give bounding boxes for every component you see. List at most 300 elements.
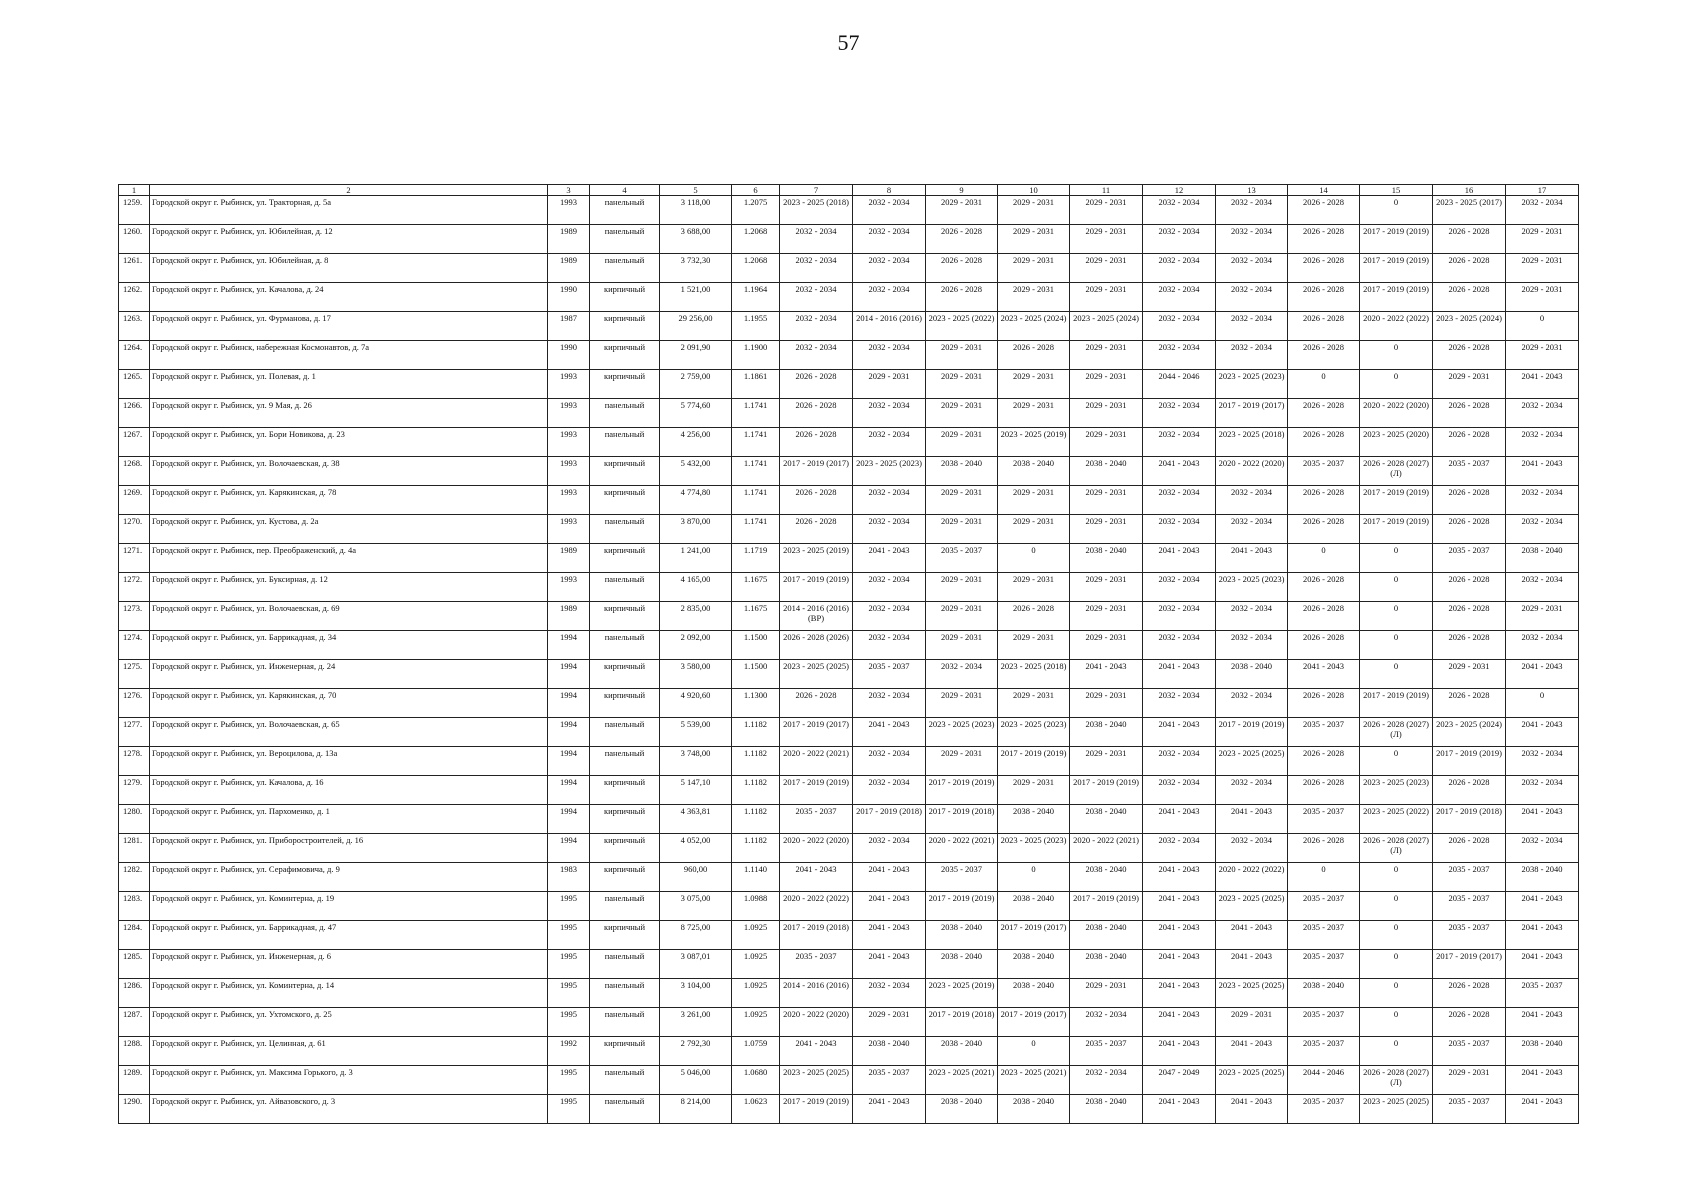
table-cell: 2017 - 2019 (2017) <box>1216 399 1288 428</box>
table-cell: 2026 - 2028 <box>1433 399 1506 428</box>
table-cell: 2032 - 2034 <box>853 573 926 602</box>
table-cell: 2029 - 2031 <box>1506 254 1579 283</box>
table-cell: 2029 - 2031 <box>926 515 998 544</box>
row-number: 1286. <box>119 979 150 1008</box>
repair-schedule-table <box>118 184 1579 1124</box>
table-cell: 2038 - 2040 <box>1288 979 1360 1008</box>
table-cell: 2041 - 2043 <box>1506 921 1579 950</box>
table-cell: 2029 - 2031 <box>926 747 998 776</box>
table-cell: 2029 - 2031 <box>1070 631 1143 660</box>
table-row <box>119 747 1579 776</box>
table-cell: 2032 - 2034 <box>780 312 853 341</box>
table-cell: 1994 <box>548 747 590 776</box>
table-cell: 2038 - 2040 <box>1070 544 1143 573</box>
table-cell: 2041 - 2043 <box>1143 1037 1216 1066</box>
table-cell: 2026 - 2028 <box>1433 428 1506 457</box>
address-cell: Городской округ г. Рыбинск, ул. Баррикадная, д. 34 <box>150 631 548 660</box>
table-cell: 2032 - 2034 <box>1143 399 1216 428</box>
table-cell: 2029 - 2031 <box>998 399 1070 428</box>
table-cell: 1.1182 <box>732 834 780 863</box>
table-cell: 3 075,00 <box>660 892 732 921</box>
table-cell: 1995 <box>548 1008 590 1037</box>
table-cell: 1.1741 <box>732 428 780 457</box>
address-cell: Городской округ г. Рыбинск, набережная Космонавтов, д. 7а <box>150 341 548 370</box>
table-cell: кирпичный <box>590 544 660 573</box>
table-cell: 2029 - 2031 <box>998 486 1070 515</box>
table-cell: 2041 - 2043 <box>1216 805 1288 834</box>
table-cell: 2014 - 2016 (2016) (ВР) <box>780 602 853 631</box>
address-cell: Городской округ г. Рыбинск, ул. Качалова, д. 16 <box>150 776 548 805</box>
table-cell: 1.1182 <box>732 747 780 776</box>
table-cell: 1993 <box>548 399 590 428</box>
table-cell: 2023 - 2025 (2023) <box>1216 573 1288 602</box>
table-cell: 1.1955 <box>732 312 780 341</box>
table-cell: 2041 - 2043 <box>1506 950 1579 979</box>
table-cell: 2026 - 2028 <box>1288 196 1360 225</box>
table-cell: 2026 - 2028 <box>1433 776 1506 805</box>
table-cell: 2032 - 2034 <box>1143 486 1216 515</box>
table-row <box>119 1037 1579 1066</box>
address-cell: Городской округ г. Рыбинск, ул. Максима Горького, д. 3 <box>150 1066 548 1095</box>
table-cell: 2041 - 2043 <box>1143 660 1216 689</box>
column-number: 10 <box>998 185 1070 196</box>
table-cell: 1.1675 <box>732 573 780 602</box>
table-cell: 2023 - 2025 (2024) <box>1070 312 1143 341</box>
table-cell: 2017 - 2019 (2019) <box>1360 486 1433 515</box>
table-cell: 2029 - 2031 <box>1070 602 1143 631</box>
table-cell: 2026 - 2028 (2027) (Л) <box>1360 1066 1433 1095</box>
table-cell: 1995 <box>548 950 590 979</box>
table-row <box>119 573 1579 602</box>
table-cell: 2026 - 2028 <box>998 602 1070 631</box>
table-cell: 2041 - 2043 <box>1216 544 1288 573</box>
table-cell: 2029 - 2031 <box>926 399 998 428</box>
table-cell: 2029 - 2031 <box>926 689 998 718</box>
table-cell: 2029 - 2031 <box>1070 573 1143 602</box>
table-cell: 2038 - 2040 <box>853 1037 926 1066</box>
table-cell: кирпичный <box>590 805 660 834</box>
table-cell: 2032 - 2034 <box>853 428 926 457</box>
table-cell: 0 <box>1360 573 1433 602</box>
table-cell: 1989 <box>548 544 590 573</box>
table-cell: 1994 <box>548 718 590 747</box>
table-cell: 2047 - 2049 <box>1143 1066 1216 1095</box>
table-cell: 2020 - 2022 (2022) <box>1360 312 1433 341</box>
table-cell: 1994 <box>548 660 590 689</box>
table-cell: 2032 - 2034 <box>1506 834 1579 863</box>
table-cell: 1 241,00 <box>660 544 732 573</box>
table-cell: панельный <box>590 892 660 921</box>
table-cell: 2041 - 2043 <box>1506 457 1579 486</box>
table-cell: 2038 - 2040 <box>1506 544 1579 573</box>
table-row <box>119 544 1579 573</box>
table-cell: 1994 <box>548 689 590 718</box>
table-cell: 1993 <box>548 573 590 602</box>
table-cell: 2017 - 2019 (2019) <box>780 573 853 602</box>
table-row <box>119 486 1579 515</box>
table-row <box>119 196 1579 225</box>
table-cell: 2026 - 2028 <box>1433 573 1506 602</box>
table-cell: 2023 - 2025 (2025) <box>1216 892 1288 921</box>
table-cell: 2029 - 2031 <box>1506 225 1579 254</box>
table-cell: 2020 - 2022 (2021) <box>1070 834 1143 863</box>
table-cell: 2026 - 2028 <box>1433 341 1506 370</box>
table-cell: 1994 <box>548 834 590 863</box>
row-number: 1260. <box>119 225 150 254</box>
table-cell: 3 087,01 <box>660 950 732 979</box>
address-cell: Городской округ г. Рыбинск, ул. Юбилейная, д. 8 <box>150 254 548 283</box>
table-cell: 2035 - 2037 <box>1288 718 1360 747</box>
table-cell: 2032 - 2034 <box>1143 602 1216 631</box>
table-row <box>119 428 1579 457</box>
address-cell: Городской округ г. Рыбинск, ул. Качалова, д. 24 <box>150 283 548 312</box>
table-cell: кирпичный <box>590 689 660 718</box>
table-cell: 2032 - 2034 <box>853 254 926 283</box>
table-cell: 5 539,00 <box>660 718 732 747</box>
table-cell: 2035 - 2037 <box>1288 892 1360 921</box>
table-cell: 0 <box>1360 196 1433 225</box>
table-cell: 2029 - 2031 <box>926 370 998 399</box>
table-cell: 0 <box>1288 863 1360 892</box>
table-cell: 2038 - 2040 <box>1070 718 1143 747</box>
table-cell: 2032 - 2034 <box>1070 1066 1143 1095</box>
row-number: 1267. <box>119 428 150 457</box>
table-cell: 2029 - 2031 <box>926 573 998 602</box>
table-cell: 2029 - 2031 <box>1506 602 1579 631</box>
table-cell: 2029 - 2031 <box>1070 341 1143 370</box>
table-cell: 2044 - 2046 <box>1288 1066 1360 1095</box>
table-cell: 2026 - 2028 <box>1433 283 1506 312</box>
table-cell: 2038 - 2040 <box>1506 1037 1579 1066</box>
table-cell: 2032 - 2034 <box>853 399 926 428</box>
table-cell: 2026 - 2028 <box>1433 254 1506 283</box>
table-cell: 2014 - 2016 (2016) <box>853 312 926 341</box>
table-cell: кирпичный <box>590 776 660 805</box>
table-cell: 2026 - 2028 (2027) (Л) <box>1360 834 1433 863</box>
table-cell: 2032 - 2034 <box>1506 428 1579 457</box>
table-cell: 0 <box>1506 312 1579 341</box>
table-cell: 2029 - 2031 <box>1506 283 1579 312</box>
address-cell: Городской округ г. Рыбинск, ул. Карякинская, д. 78 <box>150 486 548 515</box>
table-row <box>119 457 1579 486</box>
table-cell: 1.1861 <box>732 370 780 399</box>
table-cell: кирпичный <box>590 283 660 312</box>
table-cell: 2035 - 2037 <box>1288 950 1360 979</box>
table-cell: 2038 - 2040 <box>1070 1095 1143 1124</box>
address-cell: Городской округ г. Рыбинск, ул. Инженерная, д. 6 <box>150 950 548 979</box>
table-cell: 1.1500 <box>732 631 780 660</box>
table-cell: 2026 - 2028 <box>926 225 998 254</box>
table-cell: 2026 - 2028 <box>1288 573 1360 602</box>
table-cell: панельный <box>590 1095 660 1124</box>
table-cell: 5 774,60 <box>660 399 732 428</box>
table-cell: 2032 - 2034 <box>853 776 926 805</box>
table-cell: 3 870,00 <box>660 515 732 544</box>
table-cell: 0 <box>1360 1037 1433 1066</box>
table-cell: 2038 - 2040 <box>1070 457 1143 486</box>
table-cell: 2023 - 2025 (2020) <box>1360 428 1433 457</box>
row-number: 1272. <box>119 573 150 602</box>
table-cell: 2032 - 2034 <box>1216 776 1288 805</box>
address-cell: Городской округ г. Рыбинск, ул. Волочаевская, д. 38 <box>150 457 548 486</box>
address-cell: Городской округ г. Рыбинск, ул. Коминтерна, д. 14 <box>150 979 548 1008</box>
table-cell: 2041 - 2043 <box>1143 718 1216 747</box>
table-cell: 2023 - 2025 (2022) <box>1360 805 1433 834</box>
table-cell: 0 <box>1360 660 1433 689</box>
table-cell: 0 <box>1360 631 1433 660</box>
column-number: 1 <box>119 185 150 196</box>
address-cell: Городской округ г. Рыбинск, ул. Буксирная, д. 12 <box>150 573 548 602</box>
row-number: 1261. <box>119 254 150 283</box>
column-number: 2 <box>150 185 548 196</box>
table-cell: 2020 - 2022 (2022) <box>1216 863 1288 892</box>
table-cell: 2032 - 2034 <box>1506 196 1579 225</box>
table-cell: 2029 - 2031 <box>926 428 998 457</box>
table-cell: 2017 - 2019 (2018) <box>853 805 926 834</box>
row-number: 1266. <box>119 399 150 428</box>
table-cell: 2 759,00 <box>660 370 732 399</box>
table-cell: 1.0925 <box>732 979 780 1008</box>
table-cell: панельный <box>590 399 660 428</box>
column-number: 14 <box>1288 185 1360 196</box>
table-cell: 2032 - 2034 <box>1506 747 1579 776</box>
table-cell: 2032 - 2034 <box>1143 428 1216 457</box>
table-cell: 2029 - 2031 <box>998 283 1070 312</box>
table-cell: 3 104,00 <box>660 979 732 1008</box>
table-cell: 2035 - 2037 <box>780 950 853 979</box>
column-number: 15 <box>1360 185 1433 196</box>
table-cell: 2026 - 2028 <box>780 515 853 544</box>
column-number: 8 <box>853 185 926 196</box>
table-cell: 1995 <box>548 892 590 921</box>
table-cell: 0 <box>1360 863 1433 892</box>
table-cell: 2029 - 2031 <box>926 631 998 660</box>
table-cell: 2041 - 2043 <box>1143 921 1216 950</box>
table-cell: 1.1675 <box>732 602 780 631</box>
table-cell: 2032 - 2034 <box>780 341 853 370</box>
table-row <box>119 950 1579 979</box>
table-cell: 2032 - 2034 <box>1216 341 1288 370</box>
table-cell: 0 <box>1360 921 1433 950</box>
table-cell: 2029 - 2031 <box>998 254 1070 283</box>
table-cell: 2038 - 2040 <box>926 950 998 979</box>
row-number: 1275. <box>119 660 150 689</box>
table-cell: 2026 - 2028 <box>1288 515 1360 544</box>
table-cell: 2041 - 2043 <box>1143 892 1216 921</box>
table-cell: кирпичный <box>590 834 660 863</box>
table-cell: 2032 - 2034 <box>1216 283 1288 312</box>
table-cell: 2026 - 2028 <box>780 428 853 457</box>
table-cell: 2029 - 2031 <box>1070 254 1143 283</box>
table-cell: 2023 - 2025 (2023) <box>853 457 926 486</box>
row-number: 1270. <box>119 515 150 544</box>
table-cell: 2041 - 2043 <box>853 950 926 979</box>
row-number: 1264. <box>119 341 150 370</box>
table-row <box>119 834 1579 863</box>
table-cell: 1.1182 <box>732 805 780 834</box>
table-cell: 2041 - 2043 <box>1143 805 1216 834</box>
table-cell: 2038 - 2040 <box>1070 863 1143 892</box>
table-cell: 2017 - 2019 (2018) <box>780 921 853 950</box>
table-cell: 2041 - 2043 <box>1288 660 1360 689</box>
table-cell: 0 <box>1360 1008 1433 1037</box>
table-cell: 4 774,80 <box>660 486 732 515</box>
table-cell: 2029 - 2031 <box>1433 1066 1506 1095</box>
table-cell: 1989 <box>548 254 590 283</box>
table-cell: 2029 - 2031 <box>1070 196 1143 225</box>
table-cell: 2035 - 2037 <box>853 1066 926 1095</box>
column-number: 9 <box>926 185 998 196</box>
table-cell: 1995 <box>548 979 590 1008</box>
table-cell: 2017 - 2019 (2017) <box>998 921 1070 950</box>
table-cell: панельный <box>590 225 660 254</box>
table-cell: кирпичный <box>590 863 660 892</box>
table-cell: 3 261,00 <box>660 1008 732 1037</box>
table-row <box>119 805 1579 834</box>
table-cell: 2041 - 2043 <box>1143 863 1216 892</box>
table-cell: 2032 - 2034 <box>1070 1008 1143 1037</box>
table-cell: 2017 - 2019 (2019) <box>998 747 1070 776</box>
table-cell: 2026 - 2028 <box>1433 834 1506 863</box>
table-row <box>119 863 1579 892</box>
table-row <box>119 225 1579 254</box>
table-cell: 2041 - 2043 <box>853 921 926 950</box>
table-cell: 2032 - 2034 <box>1506 573 1579 602</box>
table-cell: 2032 - 2034 <box>1216 486 1288 515</box>
table-cell: кирпичный <box>590 341 660 370</box>
table-row <box>119 515 1579 544</box>
table-cell: 2026 - 2028 <box>1288 631 1360 660</box>
table-cell: 4 920,60 <box>660 689 732 718</box>
table-cell: 2017 - 2019 (2019) <box>1433 747 1506 776</box>
table-cell: панельный <box>590 573 660 602</box>
column-number: 5 <box>660 185 732 196</box>
table-cell: 2017 - 2019 (2018) <box>926 1008 998 1037</box>
table-cell: 2026 - 2028 <box>1433 486 1506 515</box>
address-cell: Городской округ г. Рыбинск, ул. Бори Новикова, д. 23 <box>150 428 548 457</box>
table-cell: 1989 <box>548 602 590 631</box>
table-cell: 2026 - 2028 <box>1433 515 1506 544</box>
row-number: 1263. <box>119 312 150 341</box>
row-number: 1274. <box>119 631 150 660</box>
table-cell: 3 748,00 <box>660 747 732 776</box>
table-cell: кирпичный <box>590 370 660 399</box>
table-cell: 2032 - 2034 <box>853 689 926 718</box>
table-cell: 2032 - 2034 <box>926 660 998 689</box>
table-cell: 1.2068 <box>732 225 780 254</box>
table-cell: 2017 - 2019 (2017) <box>780 457 853 486</box>
table-cell: 2032 - 2034 <box>853 515 926 544</box>
table-cell: панельный <box>590 196 660 225</box>
table-cell: 2023 - 2025 (2024) <box>998 312 1070 341</box>
table-cell: 2041 - 2043 <box>1216 1095 1288 1124</box>
table-row <box>119 399 1579 428</box>
table-cell: 2032 - 2034 <box>1506 776 1579 805</box>
table-cell: 2029 - 2031 <box>1070 428 1143 457</box>
table-cell: 2032 - 2034 <box>1216 225 1288 254</box>
table-cell: 1.1741 <box>732 486 780 515</box>
table-cell: 1.2068 <box>732 254 780 283</box>
table-cell: 2020 - 2022 (2021) <box>926 834 998 863</box>
address-cell: Городской округ г. Рыбинск, пер. Преображенский, д. 4а <box>150 544 548 573</box>
table-cell: 1990 <box>548 341 590 370</box>
table-cell: 2032 - 2034 <box>1216 689 1288 718</box>
table-cell: 2032 - 2034 <box>1143 515 1216 544</box>
table-row <box>119 1008 1579 1037</box>
table-cell: 2023 - 2025 (2025) <box>1216 747 1288 776</box>
table-cell: 2029 - 2031 <box>1070 225 1143 254</box>
table-cell: 8 725,00 <box>660 921 732 950</box>
table-cell: 0 <box>1360 544 1433 573</box>
table-cell: 1983 <box>548 863 590 892</box>
table-cell: 2041 - 2043 <box>780 1037 853 1066</box>
table-cell: 2017 - 2019 (2018) <box>1433 805 1506 834</box>
row-number: 1284. <box>119 921 150 950</box>
table-cell: 2032 - 2034 <box>1143 196 1216 225</box>
table-cell: 8 214,00 <box>660 1095 732 1124</box>
table-cell: 2041 - 2043 <box>853 718 926 747</box>
table-cell: 2041 - 2043 <box>1506 718 1579 747</box>
table-cell: 2038 - 2040 <box>1216 660 1288 689</box>
table-cell: 2041 - 2043 <box>1506 892 1579 921</box>
table-cell: кирпичный <box>590 486 660 515</box>
table-cell: 2 835,00 <box>660 602 732 631</box>
table-cell: 2017 - 2019 (2019) <box>1360 254 1433 283</box>
table-cell: 1993 <box>548 196 590 225</box>
table-cell: 2038 - 2040 <box>926 1095 998 1124</box>
table-cell: 2020 - 2022 (2022) <box>780 892 853 921</box>
table-cell: 2026 - 2028 <box>1288 428 1360 457</box>
table-cell: 2023 - 2025 (2023) <box>998 834 1070 863</box>
table-cell: 1.0988 <box>732 892 780 921</box>
table-cell: 2032 - 2034 <box>780 283 853 312</box>
table-cell: 1994 <box>548 805 590 834</box>
table-cell: 2032 - 2034 <box>1216 515 1288 544</box>
table-header-row <box>119 185 1579 196</box>
table-cell: 2041 - 2043 <box>1143 1095 1216 1124</box>
table-row <box>119 1095 1579 1124</box>
row-number: 1273. <box>119 602 150 631</box>
table-cell: 2041 - 2043 <box>853 1095 926 1124</box>
table-cell: 1987 <box>548 312 590 341</box>
column-number: 3 <box>548 185 590 196</box>
table-cell: 1993 <box>548 515 590 544</box>
table-cell: 2035 - 2037 <box>1288 457 1360 486</box>
address-cell: Городской округ г. Рыбинск, ул. Целинная, д. 61 <box>150 1037 548 1066</box>
table-cell: 2023 - 2025 (2018) <box>780 196 853 225</box>
row-number: 1285. <box>119 950 150 979</box>
address-cell: Городской округ г. Рыбинск, ул. Тракторная, д. 5а <box>150 196 548 225</box>
table-cell: 2032 - 2034 <box>853 196 926 225</box>
table-cell: 2026 - 2028 <box>1288 312 1360 341</box>
table-cell: 1993 <box>548 457 590 486</box>
table-cell: панельный <box>590 1008 660 1037</box>
table-cell: 2038 - 2040 <box>926 921 998 950</box>
table-cell: 2023 - 2025 (2024) <box>1433 312 1506 341</box>
table-cell: 2029 - 2031 <box>926 486 998 515</box>
table-cell: 2029 - 2031 <box>1070 689 1143 718</box>
table-cell: 2023 - 2025 (2019) <box>780 544 853 573</box>
table-cell: 1990 <box>548 283 590 312</box>
table-cell: 2032 - 2034 <box>1143 747 1216 776</box>
table-cell: кирпичный <box>590 312 660 341</box>
column-number: 16 <box>1433 185 1506 196</box>
table-cell: 2023 - 2025 (2022) <box>926 312 998 341</box>
table-cell: 2035 - 2037 <box>1433 544 1506 573</box>
table-cell: кирпичный <box>590 602 660 631</box>
address-cell: Городской округ г. Рыбинск, ул. Кустова, д. 2а <box>150 515 548 544</box>
table-cell: 2035 - 2037 <box>1433 1095 1506 1124</box>
